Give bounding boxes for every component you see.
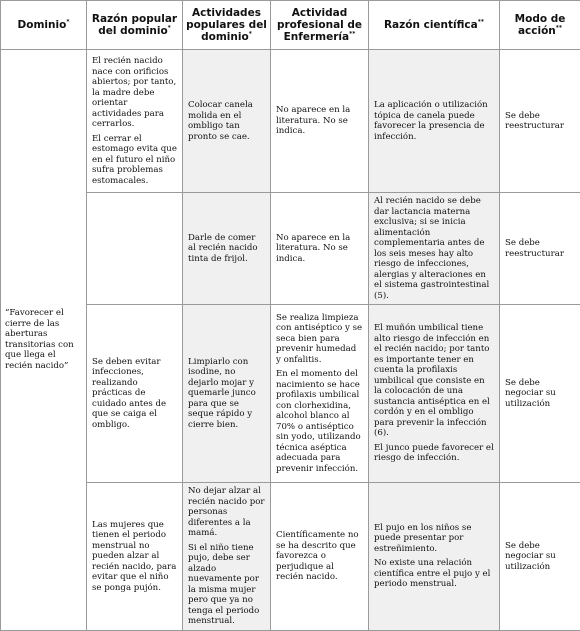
cell-paragraph: El junco puede favorecer el riesgo de infección. — [374, 443, 494, 464]
table-row — [1, 483, 580, 631]
razon-popular-cell — [87, 193, 183, 305]
table-row — [1, 193, 580, 305]
profesional-cell — [271, 193, 369, 305]
modo-cell: Se debe negociar su utilización — [500, 483, 580, 631]
cell-paragraph: Científicamente no se ha descrito que favorezca o perjudique al recién nacido. — [276, 530, 363, 583]
razon-popular-cell — [87, 305, 183, 483]
cientifica-cell — [369, 483, 500, 631]
cell-paragraph: Se deben evitar infecciones, realizando prácticas de cuidado antes de que se caiga el ombligo. — [92, 357, 177, 431]
dominio-cell: “Favorecer el cierre de las aberturas transitorias con que llega el recién nacido” — [1, 50, 87, 631]
header-actividad-profesional: Actividad profesional de Enfermería** — [271, 1, 369, 50]
cell-paragraph: El pujo en los niños se puede presentar por estreñimiento. — [374, 523, 494, 555]
actividades-cell — [183, 50, 271, 193]
cell-paragraph: En el momento del nacimiento se hace profilaxis umbilical con clorhexidina, alcohol blanco al 70% o antiséptico sin yodo, utilizando técnica aséptica adecuada para prevenir infección. — [276, 369, 363, 474]
header-razon-popular: Razón popular del dominio* — [87, 1, 183, 50]
cell-paragraph: El muñón umbilical tiene alto riesgo de infección en el recién nacido; por tanto es importante tener en cuenta la profilaxis umbilical que consiste en la colocación de una sustancia antiséptica en el cordón y en el ombligo para prevenir la infección (6). — [374, 323, 494, 439]
cell-paragraph: No aparece en la literatura. No se indica. — [276, 233, 363, 265]
cell-paragraph: Limpiarlo con isodine, no dejarlo mojar y quemarle junco para que se seque rápido y cierre bien. — [188, 357, 265, 431]
cell-paragraph: La aplicación o utilización tópica de canela puede favorecer la presencia de infección. — [374, 100, 494, 142]
header-row — [1, 1, 580, 50]
header-razon-cientifica: Razón científica** — [369, 1, 500, 50]
profesional-cell — [271, 50, 369, 193]
actividades-cell — [183, 193, 271, 305]
actividades-cell — [183, 483, 271, 631]
header-dominio: Dominio* — [1, 1, 87, 50]
modo-cell: Se debe reestructurar — [500, 193, 580, 305]
cell-paragraph: Colocar canela molida en el ombligo tan pronto se cae. — [188, 100, 265, 142]
profesional-cell — [271, 305, 369, 483]
modo-cell: Se debe negociar su utilización — [500, 305, 580, 483]
cell-paragraph: No existe una relación científica entre el pujo y el periodo menstrual. — [374, 558, 494, 590]
actividades-cell — [183, 305, 271, 483]
cell-paragraph: Se realiza limpieza con antiséptico y se seca bien para prevenir humedad y onfalitis. — [276, 313, 363, 366]
cell-paragraph: Las mujeres que tienen el periodo menstrual no pueden alzar al recién nacido, para evitar que el niño se ponga pujón. — [92, 520, 177, 594]
razon-popular-cell — [87, 50, 183, 193]
profesional-cell — [271, 483, 369, 631]
table-row — [1, 305, 580, 483]
header-actividades-populares: Actividades populares del dominio* — [183, 1, 271, 50]
cientifica-cell — [369, 193, 500, 305]
modo-cell: Se debe reestructurar — [500, 50, 580, 193]
table-row — [1, 50, 580, 193]
cell-paragraph: Al recién nacido se debe dar lactancia materna exclusiva; si se inicia alimentación complementaria antes de los seis meses hay alto riesgo de infecciones, alergias y alteraciones en el sistema gastrointestinal (5). — [374, 196, 494, 301]
cientifica-cell — [369, 50, 500, 193]
cell-paragraph: El cerrar el estomago evita que en el futuro el niño sufra problemas estomacales. — [92, 134, 177, 187]
cell-paragraph: No aparece en la literatura. No se indica. — [276, 105, 363, 137]
cientifica-cell — [369, 305, 500, 483]
header-modo-accion: Modo de acción** — [500, 1, 580, 50]
cell-paragraph: Darle de comer al recién nacido tinta de frijol. — [188, 233, 265, 265]
cell-paragraph: No dejar alzar al recién nacido por personas diferentes a la mamá. — [188, 486, 265, 539]
cell-paragraph: Si el niño tiene pujo, debe ser alzado nuevamente por la misma mujer pero que ya no tenga el periodo menstrual. — [188, 543, 265, 627]
cell-paragraph: El recién nacido nace con orificios abiertos; por tanto, la madre debe orientar actividades para cerrarlos. — [92, 56, 177, 130]
razon-popular-cell — [87, 483, 183, 631]
